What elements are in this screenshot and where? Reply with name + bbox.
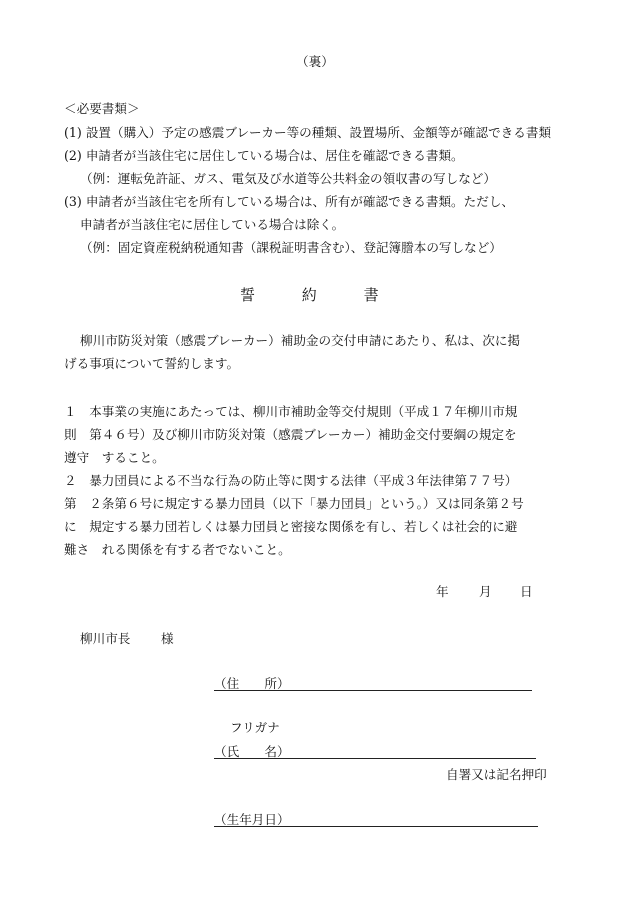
- required-doc-item-1: (1) 設置（購入）予定の感震ブレーカー等の種類、設置場所、金額等が確認できる書類: [64, 125, 552, 140]
- date-month: 月: [479, 584, 492, 599]
- birthdate-field[interactable]: [214, 826, 538, 827]
- seal-note: 自署又は記名押印: [446, 767, 547, 782]
- pledge-intro-cont: げる事項について誓約します。: [64, 356, 240, 371]
- pledge-clause-2-cont: に 規定する暴力団若しくは暴力団員と密接な関係を有し、若しくは社会的に避: [64, 519, 518, 534]
- name-label: （氏 名）: [214, 744, 290, 759]
- date-day: 日: [520, 584, 533, 599]
- pledge-clause-2-cont: 難さ れる関係を有する者でないこと。: [64, 542, 291, 557]
- required-doc-item-2: (2) 申請者が当該住宅に居住している場合は、居住を確認できる書類。: [64, 148, 464, 163]
- required-doc-item-2-example: （例：運転免許証、ガス、電気及び水道等公共料金の領収書の写しなど）: [80, 171, 496, 186]
- birthdate-label: （生年月日）: [214, 812, 290, 827]
- pledge-clause-1-cont: 遵守 すること。: [64, 450, 165, 465]
- addressee-honorific: 様: [161, 631, 174, 646]
- name-field[interactable]: [214, 758, 536, 759]
- required-doc-item-3-cont: 申請者が当該住宅に居住している場合は除く。: [80, 217, 345, 232]
- date-year: 年: [436, 584, 449, 599]
- pledge-clause-1: １ 本事業の実施にあたっては、柳川市補助金等交付規則（平成１７年柳川市規: [64, 404, 518, 419]
- address-field[interactable]: [214, 690, 532, 691]
- required-docs-heading: ＜必要書類＞: [64, 101, 140, 116]
- address-label: （住 所）: [214, 676, 290, 691]
- furigana-label: フリガナ: [230, 720, 280, 735]
- pledge-title-char: 誓: [240, 286, 256, 304]
- pledge-clause-2: ２ 暴力団員による不当な行為の防止等に関する法律（平成３年法律第７７号）: [64, 473, 518, 488]
- pledge-clause-1-cont: 則 第４６号）及び柳川市防災対策（感震ブレーカー）補助金交付要綱の規定を: [64, 427, 517, 442]
- pledge-title-char: 約: [301, 286, 317, 304]
- required-doc-item-3-example: （例：固定資産税納税通知書（課税証明書含む）、登記簿謄本の写しなど）: [80, 240, 502, 255]
- pledge-title-char: 書: [363, 286, 379, 304]
- pledge-intro: 柳川市防災対策（感震ブレーカー）補助金の交付申請にあたり、私は、次に掲: [80, 333, 521, 348]
- pledge-title: [240, 287, 379, 303]
- pledge-clause-2-cont: 第 ２条第６号に規定する暴力団員（以下「暴力団員」という。）又は同条第２号: [64, 496, 524, 511]
- addressee-name: 柳川市長: [80, 631, 131, 646]
- page-label: （裏）: [296, 54, 334, 69]
- required-doc-item-3: (3) 申請者が当該住宅を所有している場合は、所有が確認できる書類。ただし、: [64, 194, 515, 209]
